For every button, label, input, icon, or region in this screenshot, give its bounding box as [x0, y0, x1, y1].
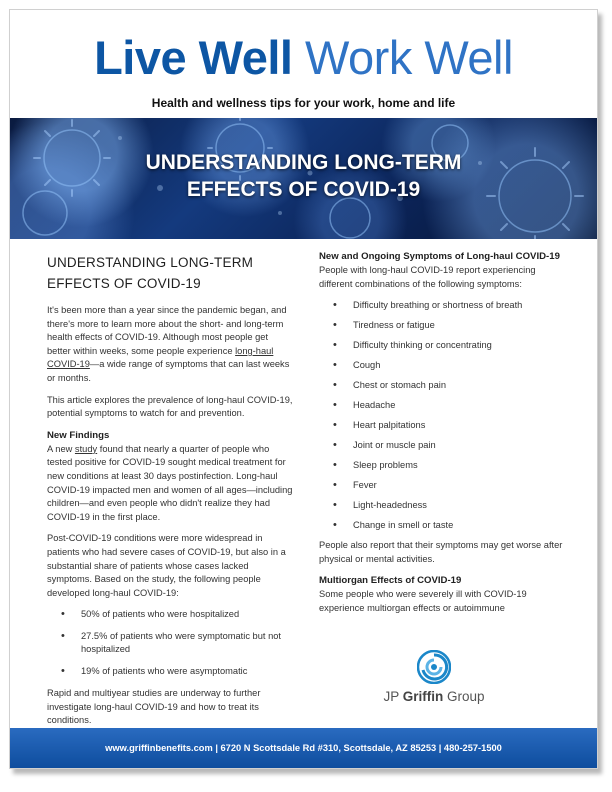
list-item: • Difficulty breathing or shortness of breath [319, 299, 565, 312]
hero-title-line2: EFFECTS OF COVID-19 [186, 178, 421, 201]
intro-text-2: —a wide range of symptoms that can last weeks or months. [47, 359, 290, 383]
article-title-line1: UNDERSTANDING LONG-TERM [47, 255, 254, 270]
list-item: • Light-headedness [319, 499, 565, 512]
new-findings-heading: New Findings [47, 429, 110, 441]
symptoms-heading: New and Ongoing Symptoms of Long-haul COVID-19 [319, 251, 560, 262]
list-item: • Cough [319, 359, 565, 372]
company-name-jp: JP [383, 689, 403, 704]
company-name-griffin: Griffin [402, 689, 444, 704]
brand-title-bold: Live Well [94, 31, 293, 84]
post-covid-paragraph: Post-COVID-19 conditions were more widespread in patients who had severe cases of COVID-19, but also in a substantial share of patients whose cases lacked symptoms. Based on the study, the following people developed long-haul COVID-19: [47, 533, 286, 598]
multiorgan-heading: Multiorgan Effects of COVID-19 [319, 575, 462, 587]
study-link[interactable]: study [74, 443, 98, 454]
explore-paragraph: This article explores the prevalence of long-haul COVID-19, potential symptoms to watch for and prevention. [47, 394, 293, 419]
list-item: • Change in smell or taste [319, 519, 565, 532]
list-item: • Chest or stomach pain [319, 379, 565, 392]
intro-text-1: It's been more than a year since the pandemic began, and there's more to learn more about the short- and long-term health effects of COVID-19. Although most people get better within weeks, some people experience [47, 305, 287, 356]
brand-title [10, 30, 597, 86]
tagline: Health and wellness tips for your work, home and life [151, 96, 456, 110]
left-column [47, 242, 293, 736]
symptoms-intro: People with long-haul COVID-19 report experiencing different combinations of the following symptoms: [319, 265, 536, 289]
right-column [319, 242, 565, 624]
long-haul-covid-link[interactable]: long-haul COVID-19 [47, 345, 274, 370]
brand-title-light: Work Well [305, 31, 513, 84]
findings-paragraph [47, 443, 293, 525]
list-item: • 19% of patients who were asymptomatic [47, 665, 293, 678]
list-item: • 27.5% of patients who were symptomatic but not hospitalized [47, 630, 293, 656]
intro-paragraph [47, 304, 293, 386]
findings-text-2: found that nearly a quarter of people who tested positive for COVID-19 sought medical treatment for new conditions at least 30 days postinfection. Long-haul COVID-19 impacted men and women of all ages—including children—and even people who didn't realize they had COVID-19 in the first place. [47, 443, 293, 522]
list-item: • Tiredness or fatigue [319, 319, 565, 332]
worse-paragraph: People also report that their symptoms may get worse after physical or mental activities. [319, 540, 563, 564]
symptoms-list [319, 299, 565, 532]
company-logo [379, 650, 489, 704]
list-item: • Fever [319, 479, 565, 492]
list-item: • Sleep problems [319, 459, 565, 472]
hero-title [90, 149, 517, 203]
article-title-line2: EFFECTS OF COVID-19 [47, 276, 201, 291]
company-name-group: Group [443, 689, 485, 704]
footer-contact: www.griffinbenefits.com | 6720 N Scottsdale Rd #310, Scottsdale, AZ 85253 | 480-257-1500 [105, 743, 502, 753]
company-name [379, 689, 489, 704]
hero-banner [10, 118, 597, 239]
findings-text-1: A new [47, 443, 75, 454]
flyer-page [9, 9, 598, 769]
article-title [47, 252, 293, 294]
list-item: • 50% of patients who were hospitalized [47, 608, 293, 621]
swirl-logo-icon [417, 650, 451, 684]
list-item: • Heart palpitations [319, 419, 565, 432]
list-item: • Headache [319, 399, 565, 412]
footer-bar [10, 728, 597, 768]
multiorgan-paragraph: Some people who were severely ill with COVID-19 experience multiorgan effects or autoimmune [319, 589, 527, 613]
hero-title-line1: UNDERSTANDING LONG-TERM [145, 151, 462, 174]
studies-paragraph: Rapid and multiyear studies are underway to further investigate long-haul COVID-19 and how to treat its conditions. [47, 688, 261, 726]
stats-list [47, 608, 293, 678]
list-item: • Difficulty thinking or concentrating [319, 339, 565, 352]
list-item: • Joint or muscle pain [319, 439, 565, 452]
